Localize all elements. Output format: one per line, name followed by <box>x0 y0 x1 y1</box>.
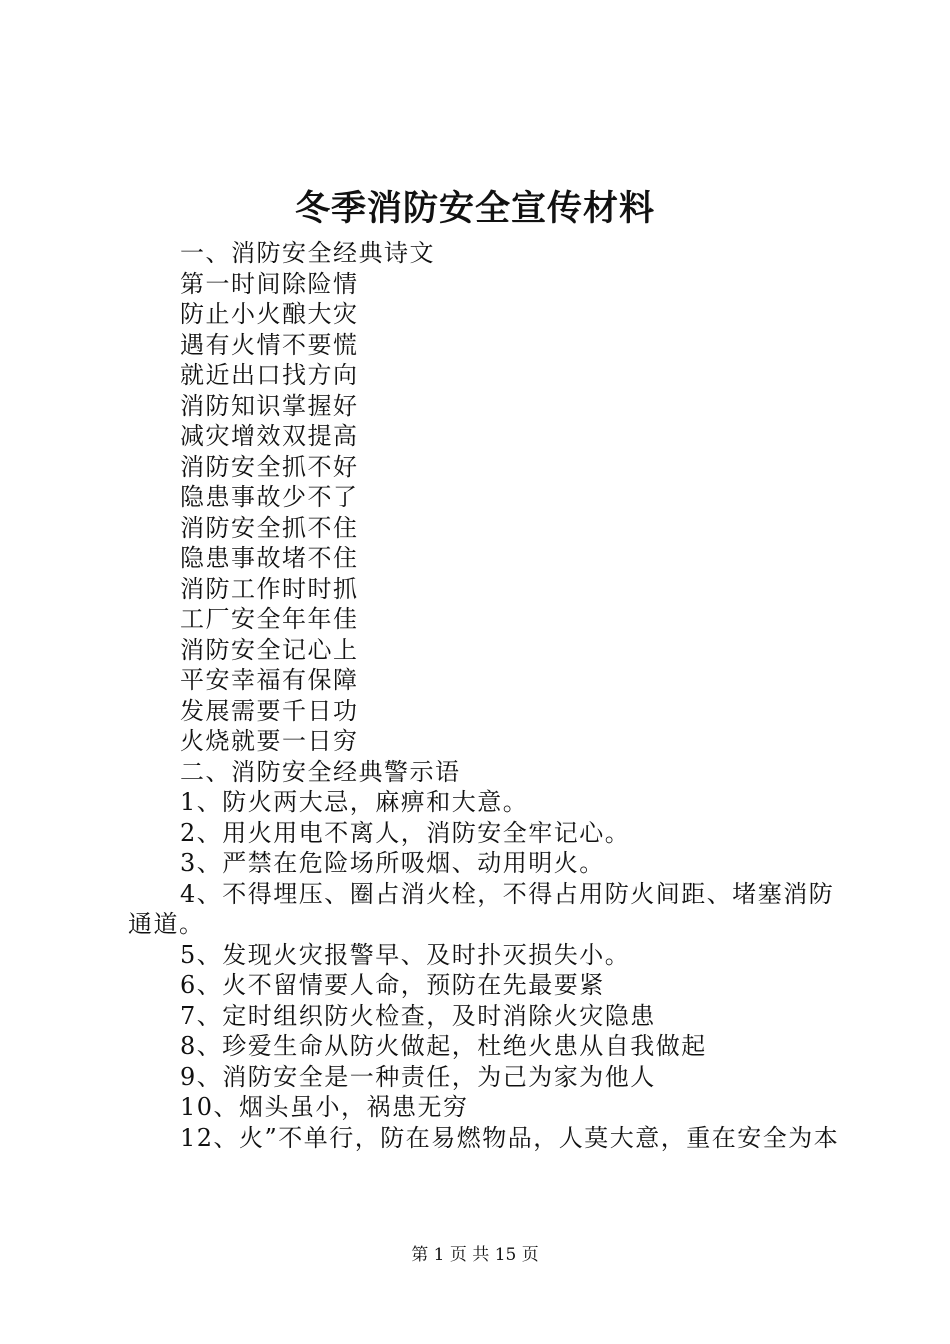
slogan-item: 10、烟头虽小，祸患无穷 <box>180 1093 469 1121</box>
document-body <box>128 238 840 1153</box>
poem-line: 隐患事故少不了 <box>180 483 359 511</box>
page-number: 第 1 页 共 15 页 <box>411 1245 539 1265</box>
slogan-item: 5、发现火灾报警早、及时扑灭损失小。 <box>180 940 631 969</box>
slogan-item: 3、严禁在危险场所吸烟、动用明火。 <box>180 849 605 877</box>
slogan-item: 4、不得埋压、圈占消火栓，不得占用防火间距、堵塞消防通道。 <box>128 879 835 938</box>
poem-line: 防止小火酿大灾 <box>180 300 359 328</box>
poem-line: 减灾增效双提高 <box>180 422 359 450</box>
poem-line: 隐患事故堵不住 <box>180 544 359 572</box>
poem-line: 消防知识掌握好 <box>180 391 359 420</box>
poem-line: 消防安全抓不好 <box>180 452 359 481</box>
slogan-item: 9、消防安全是一种责任，为己为家为他人 <box>180 1062 656 1091</box>
slogan-item: 7、定时组织防火检查，及时消除火灾隐患 <box>180 1001 656 1030</box>
section-heading: 一、消防安全经典诗文 <box>180 239 435 267</box>
slogan-item: 8、珍爱生命从防火做起，杜绝火患从自我做起 <box>180 1032 707 1060</box>
poem-line: 就近出口找方向 <box>180 361 359 389</box>
poem-line: 平安幸福有保障 <box>180 666 359 694</box>
poem-line: 工厂安全年年佳 <box>180 605 359 633</box>
slogan-item: 12、火”不单行，防在易燃物品，人莫大意，重在安全为本 <box>180 1123 840 1152</box>
slogan-item: 6、火不留情要人命，预防在先最要紧 <box>180 971 605 999</box>
document-title: 冬季消防安全宣传材料 <box>294 189 655 229</box>
slogan-item: 2、用火用电不离人，消防安全牢记心。 <box>180 818 631 847</box>
section-heading: 二、消防安全经典警示语 <box>180 757 461 786</box>
poem-line: 发展需要千日功 <box>180 696 359 725</box>
poem-line: 遇有火情不要慌 <box>180 330 359 359</box>
poem-line: 消防安全抓不住 <box>180 513 359 542</box>
poem-line: 消防工作时时抓 <box>180 574 359 603</box>
poem-line: 火烧就要一日穷 <box>180 727 359 755</box>
poem-line: 第一时间除险情 <box>180 269 359 298</box>
poem-line: 消防安全记心上 <box>180 635 359 664</box>
slogan-item: 1、防火两大忌，麻痹和大意。 <box>180 788 529 816</box>
